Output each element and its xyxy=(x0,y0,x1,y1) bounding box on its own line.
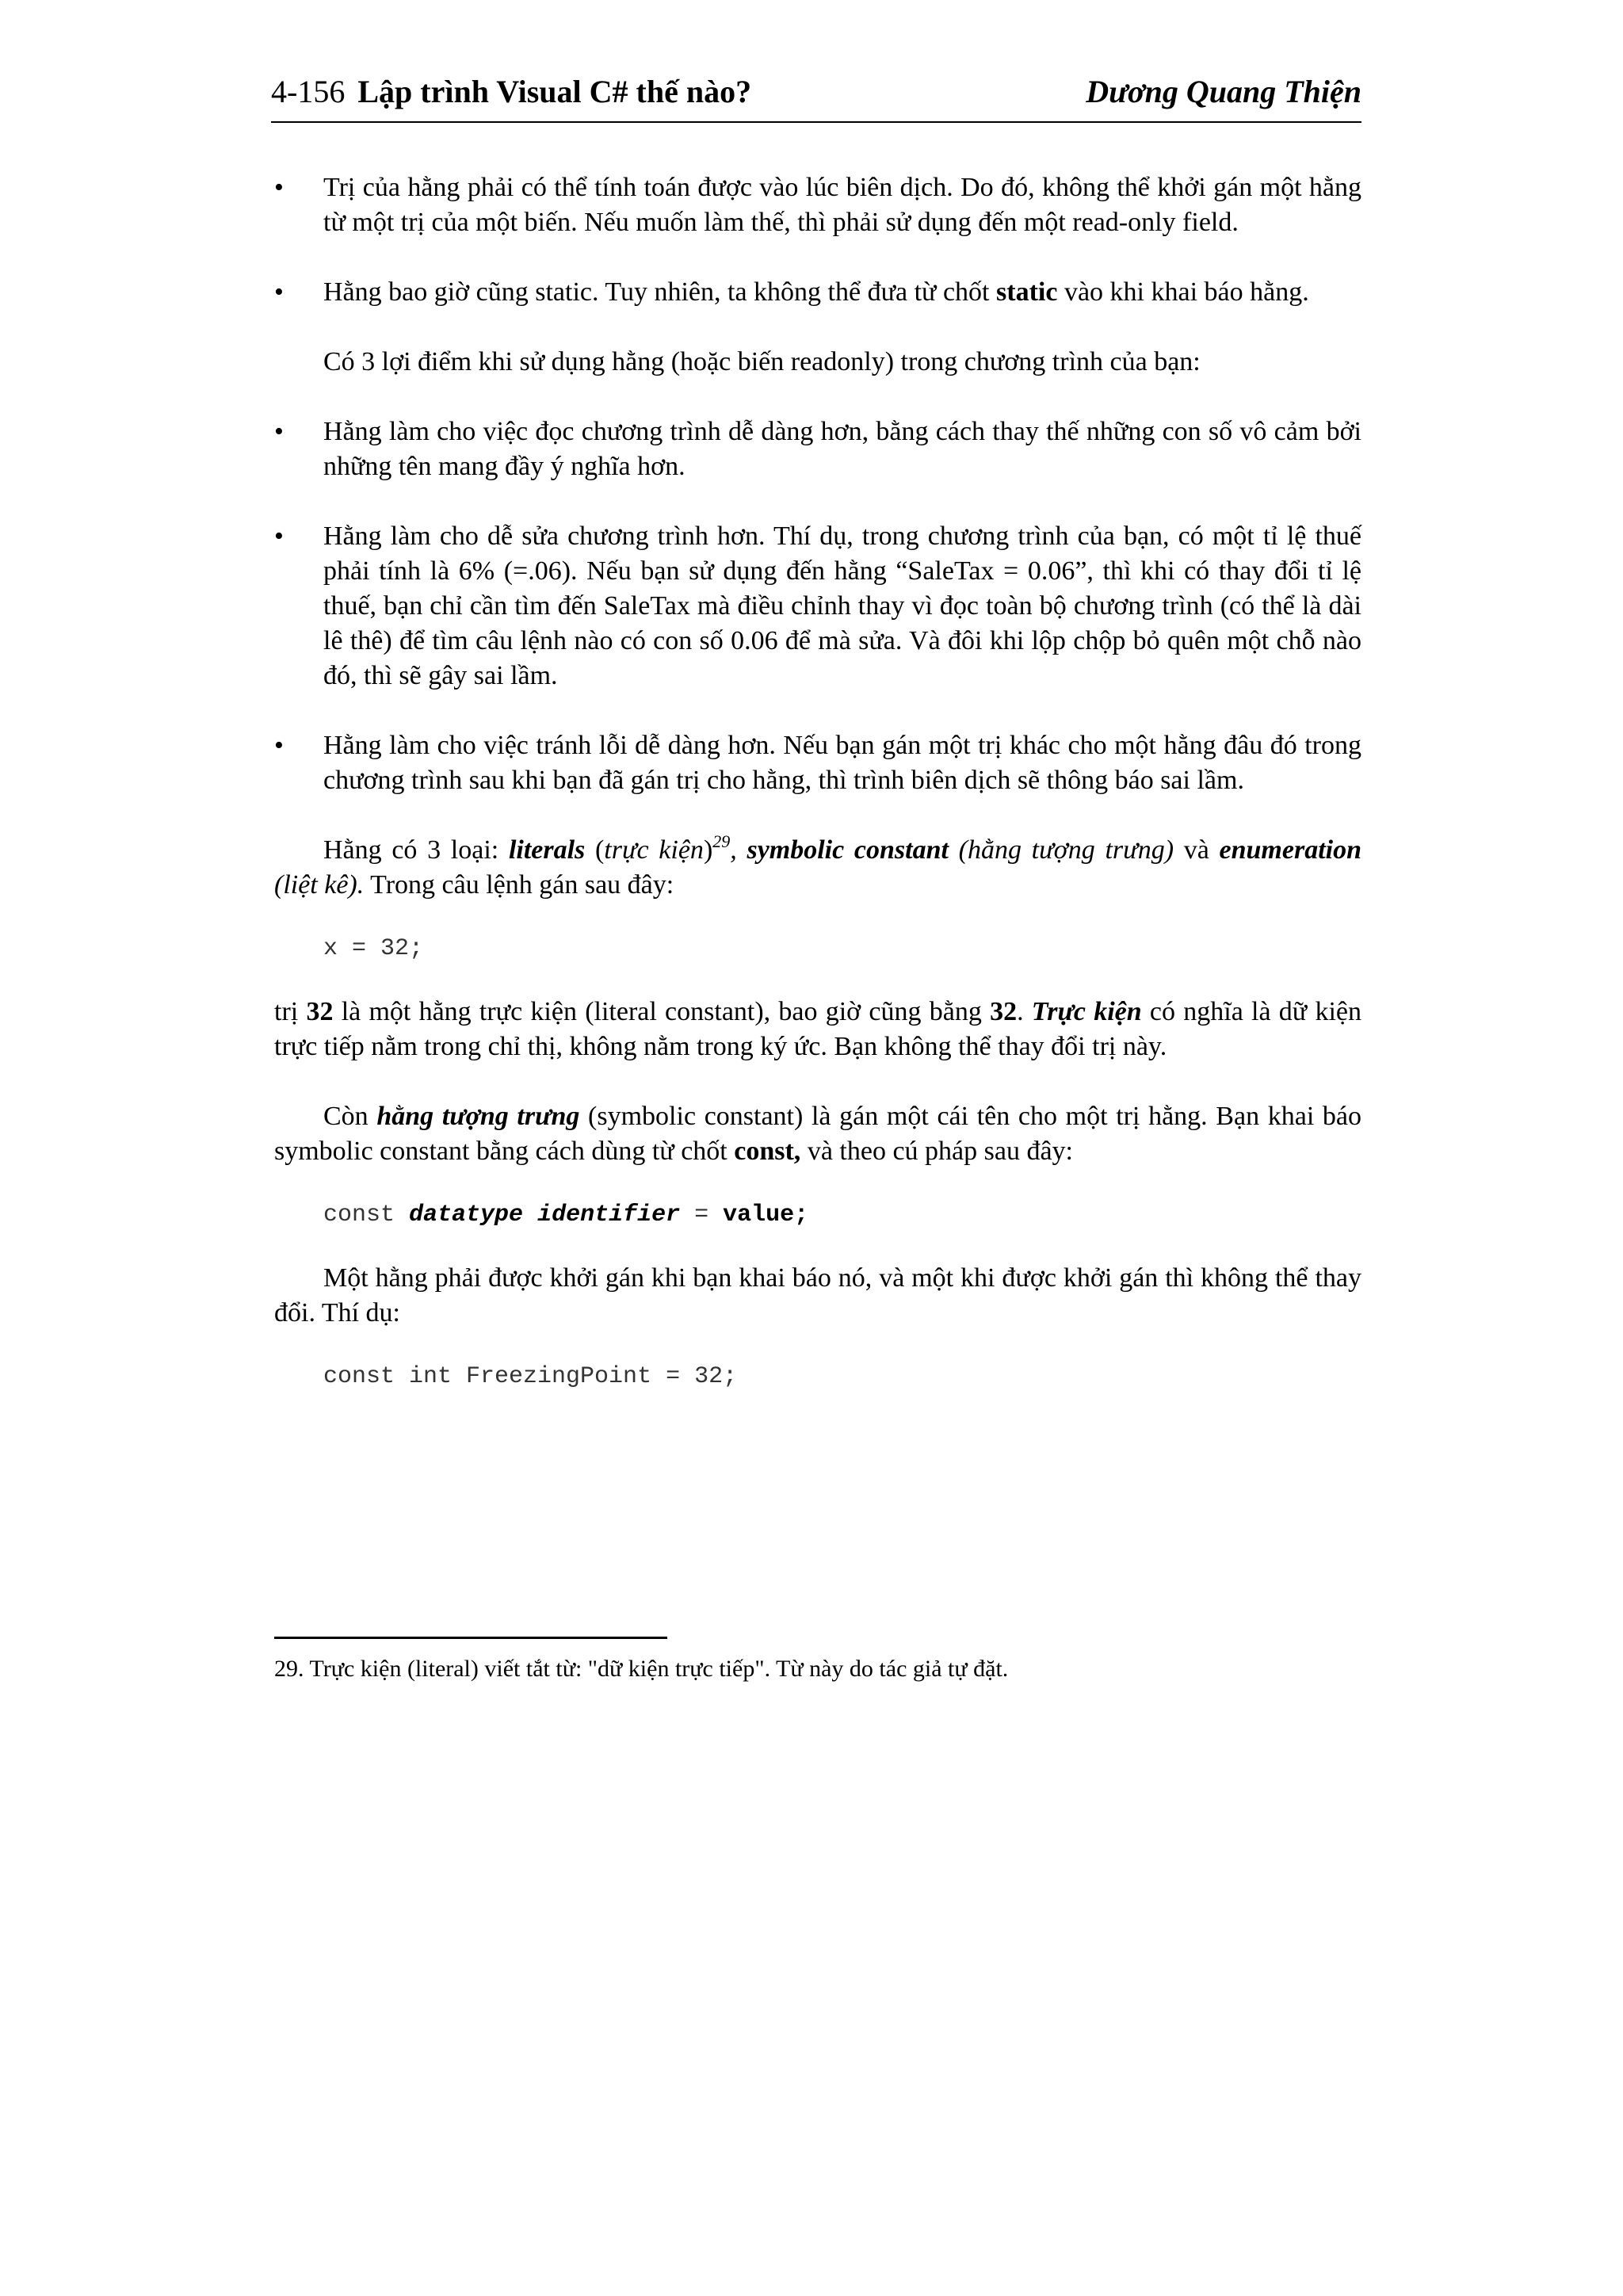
bullet-icon: • xyxy=(274,173,284,202)
text-run: ( xyxy=(585,835,605,865)
term-truc-kien: Trực kiện xyxy=(1031,997,1142,1026)
code-identifier: identifier xyxy=(537,1201,681,1228)
code-keyword: const xyxy=(323,1201,410,1228)
bullet-icon: • xyxy=(274,731,284,760)
init-paragraph: Một hằng phải được khởi gán khi bạn khai báo nó, và một khi được khởi gán thì không thể thay đổi. Thí dụ: xyxy=(274,1263,1361,1328)
bold-value: 32 xyxy=(306,997,334,1026)
bullet-text-after: vào khi khai báo hằng. xyxy=(1057,277,1309,307)
text-run: . xyxy=(1017,997,1032,1026)
term-hang-tuong-trung: hằng tượng trưng xyxy=(376,1102,580,1131)
text-run: , xyxy=(730,835,747,865)
keyword-static: static xyxy=(996,277,1058,307)
code-datatype: datatype xyxy=(409,1201,524,1228)
constant-kinds-paragraph xyxy=(274,833,1361,903)
term-hang-tuong-trung: (hằng tượng trưng) xyxy=(948,835,1174,865)
text-run: (symbolic constant) là gán một cái tên cho một trị hằng. Bạn khai báo symbolic constant bằng cách dùng từ chốt xyxy=(274,1102,1362,1166)
footnote-rule xyxy=(274,1637,667,1639)
bullet-icon: • xyxy=(274,417,284,446)
bullet-text-before: Hằng bao giờ cũng static. Tuy nhiên, ta không thể đưa từ chốt xyxy=(323,277,997,307)
page-header xyxy=(271,76,1361,108)
term-liet-ke: (liệt kê). xyxy=(274,870,365,900)
bullet-item xyxy=(274,170,1361,240)
page-body xyxy=(274,170,1361,1394)
text-run: ) xyxy=(703,835,713,865)
literal-paragraph xyxy=(274,995,1361,1064)
bullet-item xyxy=(274,519,1361,693)
header-rule xyxy=(271,121,1361,123)
code-equals: = xyxy=(680,1201,724,1228)
bullet-item xyxy=(274,275,1361,310)
symbolic-paragraph xyxy=(274,1099,1361,1169)
footnote-29: 29. Trực kiện (literal) viết tắt từ: "dữ kiện trực tiếp". Từ này do tác giả tự đặt. xyxy=(274,1656,1009,1682)
code-sample: x = 32; xyxy=(323,935,424,962)
keyword-const: const, xyxy=(734,1137,801,1166)
text-run: có nghĩa là dữ kiện trực tiếp nằm trong chỉ thị, không nằm trong ký ức. Bạn không thể thay đổi trị này. xyxy=(274,997,1361,1061)
bullet-icon: • xyxy=(274,521,284,551)
text-run: Hằng có 3 loại: xyxy=(323,835,509,865)
bullet-text: Hằng làm cho việc đọc chương trình dễ dàng hơn, bằng cách thay thế những con số vô cảm bởi những tên mang đầy ý nghĩa hơn. xyxy=(323,417,1361,481)
text-run: trị xyxy=(274,997,307,1026)
author-name: Dương Quang Thiện xyxy=(1086,74,1361,109)
bullet-icon: • xyxy=(274,277,284,307)
bold-value: 32 xyxy=(990,997,1018,1026)
code-example: const int FreezingPoint = 32; xyxy=(323,1363,738,1390)
bullet-item xyxy=(274,728,1361,798)
term-symbolic-constant: symbolic constant xyxy=(747,835,949,865)
footnote-ref[interactable]: 29 xyxy=(712,831,731,851)
book-title: Lập trình Visual C# thế nào? xyxy=(357,74,752,109)
page-number: 4-156 xyxy=(271,74,346,109)
code-space xyxy=(523,1201,537,1228)
header-left xyxy=(271,76,751,108)
bullet-text: Hằng làm cho dễ sửa chương trình hơn. Thí dụ, trong chương trình của bạn, có một tỉ lệ thuế phải tính là 6% (=.06). Nếu bạn sử dụng đến hằng “SaleTax = 0.06”, thì khi có thay đổi tỉ lệ thuế, bạn chỉ cần tìm đến SaleTax mà điều chỉnh thay vì đọc toàn bộ chương trình (có thể là dài lê thê) để tìm câu lệnh nào có con số 0.06 để mà sửa. Và đôi khi lộp chộp bỏ quên một chỗ nào đó, thì sẽ gây sai lầm. xyxy=(323,521,1361,690)
text-run: và xyxy=(1174,835,1220,865)
text-run: là một hằng trực kiện (literal constant), bao giờ cũng bằng xyxy=(333,997,991,1026)
text-run: Trong câu lệnh gán sau đây: xyxy=(364,870,674,900)
bullet-text: Hằng làm cho việc tránh lỗi dễ dàng hơn. Nếu bạn gán một trị khác cho một hằng đâu đó trong chương trình sau khi bạn đã gán trị cho hằng, thì trình biên dịch sẽ thông báo sai lầm. xyxy=(323,731,1361,795)
bullet-item xyxy=(274,415,1361,484)
term-literals: literals xyxy=(508,835,586,865)
term-truc-kien: trực kiện xyxy=(604,835,704,865)
code-value: value; xyxy=(723,1201,809,1228)
bullet-text: Trị của hằng phải có thể tính toán được vào lúc biên dịch. Do đó, không thể khởi gán một hằng từ một trị của một biến. Nếu muốn làm thế, thì phải sử dụng đến một read-only field. xyxy=(323,173,1361,237)
term-enumeration: enumeration xyxy=(1219,835,1361,865)
code-syntax xyxy=(274,1198,1361,1232)
text-run: Còn xyxy=(323,1102,377,1131)
advantages-intro: Có 3 lợi điểm khi sử dụng hằng (hoặc biến readonly) trong chương trình của bạn: xyxy=(323,347,1201,376)
text-run: và theo cú pháp sau đây: xyxy=(800,1137,1073,1166)
